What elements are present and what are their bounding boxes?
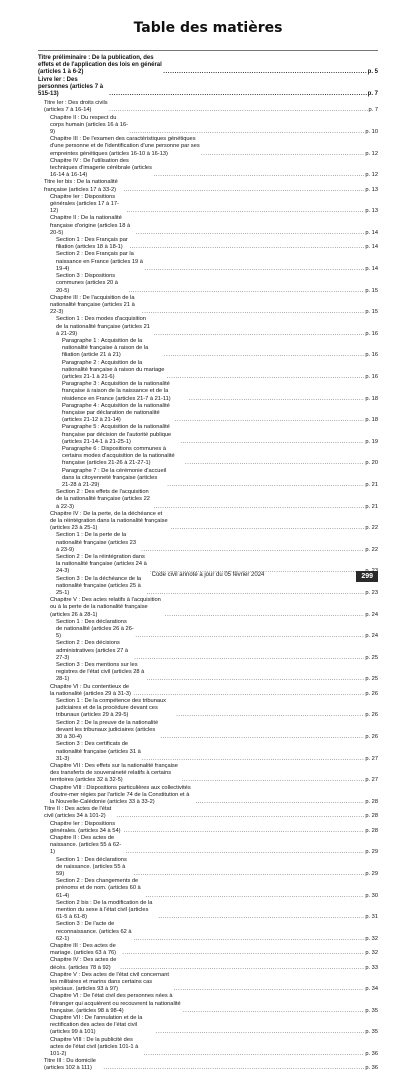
toc-entry-title: Section 1 : Des Français par filiation (articles 18 à 18-1) [56, 237, 128, 251]
toc-entry-page: p. 15 [365, 309, 378, 316]
toc-entry-title: Chapitre Ier : Dispositions générales (articles 17 à 17-12) [50, 193, 119, 215]
toc-entry[interactable] [38, 273, 378, 295]
toc-entry-title: Section 2 : De la preuve de la nationalité devant les tribunaux judiciaires (articles 30 à 30-4) [56, 719, 159, 741]
toc-entry[interactable] [38, 446, 378, 468]
toc-entry-page: p. 27 [365, 755, 378, 762]
toc-entry[interactable] [38, 77, 378, 99]
toc-entry-title: Chapitre III : Des actes de mariage. (articles 63 à 76) [50, 942, 117, 957]
toc-leader-dots [135, 633, 364, 640]
toc-leader-dots [156, 1029, 364, 1036]
toc-leader-dots [165, 612, 364, 619]
toc-entry-page: p. 7 [368, 107, 378, 114]
toc-entry-page: p. 21 [365, 481, 378, 488]
toc-entry-page: p. 18 [365, 395, 378, 402]
toc-entry-title: Titre II : Des actes de l'état civil (articles 34 à 101-2) [44, 806, 112, 820]
page-number-badge: 299 [356, 571, 378, 582]
toc-entry-title: Section 2 : Des effets de l'acquisition de la nationalité française (articles 22 à 22-3) [56, 489, 150, 510]
toc-entry-title: Titre III : Du domicile (articles 102 à 111) [44, 1058, 96, 1072]
toc-leader-dots [147, 676, 365, 683]
toc-entry-title: Section 1 : Des modes d'acquisition de la nationalité française (articles 21 à 21-29) [56, 316, 150, 337]
title-divider [38, 50, 378, 51]
toc-entry[interactable] [38, 1058, 378, 1072]
toc-entry[interactable] [38, 489, 378, 511]
toc-entry[interactable] [38, 179, 378, 193]
toc-entry-page: p. 24 [365, 633, 378, 640]
toc-entry[interactable] [38, 237, 378, 251]
toc-entry[interactable] [38, 194, 378, 216]
toc-entry-title: Paragraphe 1 : Acquisition de la nationalité française à raison de la filiation (article 21 à 21) [62, 337, 149, 359]
toc-entry[interactable] [38, 741, 378, 763]
toc-entry-page: p. 28 [365, 813, 378, 820]
toc-entry-page: p. 35 [365, 1029, 378, 1036]
toc-entry-title: Chapitre Ier : Dispositions générales. (articles 34 à 54) [50, 820, 121, 834]
toc-entry[interactable] [38, 511, 378, 533]
toc-leader-dots [136, 230, 365, 237]
toc-entry-page: p. 7 [367, 91, 378, 98]
toc-entry-title: Chapitre II : Des actes de naissance. (articles 55 à 62-1) [50, 834, 122, 856]
toc-entry-title: Section 1 : Des déclarations de nationalité (articles 26 à 26-5) [56, 618, 134, 640]
toc-leader-dots [126, 849, 365, 856]
toc-leader-dots [146, 893, 365, 900]
toc-entry-title: Chapitre IV : Des actes de décès. (articles 78 à 92) [50, 957, 117, 971]
toc-leader-dots [130, 244, 365, 251]
toc-entry[interactable] [38, 158, 378, 180]
toc-entry[interactable] [38, 993, 378, 1015]
toc-leader-dots [201, 151, 364, 158]
toc-entry[interactable] [38, 295, 378, 317]
toc-entry-page: p. 32 [365, 950, 378, 957]
toc-leader-dots [154, 172, 365, 179]
page-title: Table des matières [133, 20, 283, 36]
toc-entry[interactable] [38, 698, 378, 720]
toc-leader-dots [123, 187, 364, 194]
toc-entry[interactable] [38, 360, 378, 382]
toc-entry[interactable] [38, 597, 378, 619]
toc-entry-page: p. 22 [365, 546, 378, 553]
toc-entry-title: Paragraphe 6 : Dispositions communes à certains modes d'acquisition de la nationalité française (articles 21-26 à 21-27-1) [62, 445, 175, 467]
toc-entry-title: Paragraphe 7 : De la cérémonie d'accueil dans la citoyenneté française (articles 21-28 à 21-29) [62, 467, 167, 488]
toc-entry-page: p. 36 [365, 1051, 378, 1058]
toc-entry-title: Chapitre VI : Du contentieux de la nationalité (articles 29 à 31-3) [50, 683, 131, 697]
toc-leader-dots [180, 439, 364, 446]
toc-entry-page: p. 14 [365, 244, 378, 251]
toc-entry-page: p. 23 [365, 590, 378, 597]
toc-entry-page: p. 32 [365, 935, 378, 942]
toc-leader-dots [175, 417, 365, 424]
toc-leader-dots [167, 374, 365, 381]
toc-leader-dots [142, 309, 364, 316]
toc-leader-dots [171, 525, 365, 532]
toc-entry-title: Paragraphe 5 : Acquisition de la nationalité française par décision de l'autorité publique (articles 21-14-1 à 21-25-1) [62, 424, 172, 445]
toc-entry[interactable] [38, 972, 378, 994]
toc-leader-dots [195, 799, 364, 806]
toc-entry-page: p. 22 [365, 525, 378, 532]
toc-entry-page: p. 30 [365, 892, 378, 899]
toc-entry[interactable] [38, 640, 378, 662]
toc-entry-page: p. 24 [365, 611, 378, 618]
toc-entry-page: p. 10 [365, 129, 378, 136]
toc-entry-title: Chapitre III : De l'acquisition de la nationalité française (articles 21 à 22-3) [50, 294, 135, 316]
toc-entry-page: p. 16 [365, 330, 378, 337]
toc-entry-title: Chapitre VIII : Dispositions particulières aux collectivités d'outre-mer régies par l'article 74 de la Constitution et à la Nouvelle-Calédonie (articles 33 à 33-2) [50, 784, 191, 805]
toc-entry-title: Section 1 : Des déclarations de naissance. (articles 55 à 59) [56, 856, 127, 877]
toc-entry[interactable] [38, 943, 378, 957]
toc-leader-dots [174, 986, 365, 993]
toc-entry-title: Section 2 bis : De la modification de la mention du sexe à l'état civil (articles 61-5 à 61-8) [56, 899, 153, 921]
toc-entry-title: Chapitre II : Du respect du corps humain (articles 16 à 16-9) [50, 114, 129, 136]
toc-leader-dots [183, 1008, 364, 1015]
toc-entry-page: p. 12 [365, 172, 378, 179]
toc-leader-dots [124, 828, 365, 835]
toc-entry[interactable] [38, 1015, 378, 1037]
toc-entry[interactable] [38, 806, 378, 820]
toc-entry[interactable] [38, 684, 378, 698]
toc-entry-title: Section 2 : Des décisions administratives (articles 27 à 27-3) [56, 640, 129, 661]
toc-entry-page: p. 19 [365, 438, 378, 445]
toc-entry-title: Titre préliminaire : De la publication, des effets et de l'application des lois en général (articles 1 à 6-2) [38, 55, 162, 76]
toc-entry-page: p. 13 [365, 208, 378, 215]
toc-entry[interactable] [38, 215, 378, 237]
toc-entry-page: p. 31 [365, 914, 378, 921]
toc-entry-title: Section 3 : Des mentions sur les registres de l'état civil (articles 28 à 28-1) [56, 662, 145, 683]
toc-entry[interactable] [38, 338, 378, 360]
toc-entry[interactable] [38, 720, 378, 742]
toc-entry[interactable] [38, 835, 378, 857]
toc-entry[interactable] [38, 115, 378, 137]
toc-leader-dots [176, 712, 364, 719]
toc-entry-page: p. 13 [365, 186, 378, 193]
toc-entry-page: p. 29 [365, 870, 378, 877]
toc-entry-title: Chapitre VII : De l'annulation et de la rectification des actes de l'état civil (articles 99 à 101) [50, 1015, 143, 1036]
toc-entry-title: Chapitre VI : De l'état civil des personnes nées à l'étranger qui acquièrent ou recouvrent la nationalité française. (articles 98 à 98-4) [50, 993, 181, 1014]
footer-text: Code civil annoté à jour du 05 février 2024 [151, 572, 265, 578]
toc-entry[interactable] [38, 316, 378, 338]
toc-entry-page: p. 20 [365, 460, 378, 467]
toc-leader-dots [109, 91, 366, 98]
toc-entry[interactable] [38, 921, 378, 943]
toc-entry-page: p. 26 [365, 690, 378, 697]
toc-entry-title: Section 3 : De l'acte de reconnaissance. (articles 62 à 62-1) [56, 921, 132, 942]
toc-leader-dots [146, 590, 364, 597]
toc-leader-dots [122, 950, 364, 957]
toc-entry-title: Paragraphe 3 : Acquisition de la nationalité française à raison de la naissance et de la résidence en France (articles 21-7 à 21-11) [62, 381, 171, 402]
toc-leader-dots [120, 965, 364, 972]
toc-entry-title: Section 2 : Des changements de prénoms et de nom. (articles 60 à 61-4) [56, 878, 141, 899]
toc-leader-dots [129, 129, 364, 136]
toc-entry-title: Chapitre II : De la nationalité française d'origine (articles 18 à 20-5) [50, 215, 131, 236]
toc-entry-title: Chapitre IV : De l'utilisation des techniques d'imagerie cérébrale (articles 16-14 à 16-14) [50, 157, 152, 179]
toc-entry[interactable] [38, 878, 378, 900]
toc-entry-title: Livre Ier : Des personnes (articles 7 à 515-13) [38, 76, 104, 98]
toc-entry-title: Section 1 : De la compétence des tribunaux judiciaires et de la procédure devant ces tribunaux (articles 29 à 29-5) [56, 698, 167, 719]
toc-leader-dots [116, 813, 364, 820]
toc-entry-page: p. 5 [367, 69, 378, 76]
toc-entry[interactable] [38, 403, 378, 425]
toc-leader-dots [154, 331, 365, 338]
toc-leader-dots [167, 482, 364, 489]
toc-entry-title: Chapitre VIII : De la publicité des actes de l'état civil (articles 101-1 à 101-2) [50, 1036, 139, 1058]
toc-leader-dots [145, 266, 365, 273]
toc-entry[interactable] [38, 468, 378, 490]
toc-entry[interactable] [38, 576, 378, 598]
toc-leader-dots [109, 107, 367, 114]
toc-entry-title: Section 3 : Dispositions communes (articles 20 à 20-5) [56, 273, 118, 294]
toc-entry[interactable] [38, 251, 378, 273]
toc-entry-title: Section 2 : De la réintégration dans la nationalité française (articles 24 à 24-3) [56, 554, 147, 575]
toc-entry-title: Chapitre IV : De la perte, de la déchéance et de la réintégration dans la nationalité française (articles 23 à 25-1) [50, 510, 168, 532]
toc-leader-dots [154, 504, 365, 511]
toc-entry[interactable] [38, 100, 378, 114]
toc-leader-dots [161, 734, 365, 741]
toc-entry-title: Section 3 : Des certificats de nationalité française (articles 31 à 31-3) [56, 741, 141, 762]
toc-entry-page: p. 16 [365, 373, 378, 380]
toc-entry-page: p. 15 [365, 287, 378, 294]
toc-leader-dots [158, 914, 364, 921]
toc-leader-dots [103, 1065, 364, 1072]
toc-entry-page: p. 16 [365, 352, 378, 359]
toc-entry[interactable] [38, 619, 378, 641]
toc-entry-title: Section 2 : Des Français par la naissance en France (articles 19 à 19-4) [56, 251, 143, 272]
toc-entry-title: Chapitre V : Des actes de l'état civil concernant les militaires et marins dans certains cas spéciaux. (articles 93 à 97) [50, 971, 170, 993]
toc-entry-page: p. 27 [365, 777, 378, 784]
toc-entry[interactable] [38, 900, 378, 922]
toc-entry-page: p. 14 [365, 229, 378, 236]
toc-leader-dots [134, 936, 365, 943]
toc-entry[interactable] [38, 821, 378, 835]
toc-entry-page: p. 21 [365, 503, 378, 510]
toc-entry-title: Paragraphe 4 : Acquisition de la nationalité française par déclaration de nationalité (articles 21-12 à 21-14) [62, 402, 170, 424]
toc-leader-dots [142, 756, 364, 763]
toc-entry-title: Section 3 : De la déchéance de la nationalité française (articles 25 à 25-1) [56, 575, 142, 597]
toc-entry[interactable] [38, 1037, 378, 1059]
toc-entry[interactable] [38, 785, 378, 807]
toc-entry[interactable] [38, 763, 378, 785]
toc-entry[interactable] [38, 424, 378, 446]
toc-entry[interactable] [38, 136, 378, 158]
toc-entry[interactable] [38, 957, 378, 971]
toc-leader-dots [126, 208, 364, 215]
toc-entry-page: p. 36 [365, 1065, 378, 1072]
toc-entry-title: Chapitre III : De l'examen des caractéristiques génétiques d'une personne et de l'identification d'une personne par ses empreintes génétiques (articles 16-10 à 16-13) [50, 136, 200, 157]
toc-entry-page: p. 28 [365, 798, 378, 805]
toc-entry[interactable] [38, 381, 378, 403]
toc-entry-page: p. 25 [365, 676, 378, 683]
toc-leader-dots [163, 69, 366, 76]
toc-leader-dots [189, 396, 364, 403]
toc-leader-dots [133, 691, 364, 698]
toc-entry-title: Titre Ier : Des droits civils (articles 7 à 16-14) [44, 100, 108, 114]
toc-entry-title: Paragraphe 2 : Acquisition de la nationalité française à raison du mariage (articles 21-1 à 21-6) [62, 359, 165, 380]
toc-leader-dots [144, 1051, 365, 1058]
toc-entry-page: p. 12 [365, 150, 378, 157]
toc-entry-page: p. 18 [365, 417, 378, 424]
toc-leader-dots [185, 460, 364, 467]
toc-entry-page: p. 34 [365, 986, 378, 993]
toc-entry-page: p. 33 [365, 964, 378, 971]
toc-entry-title: Section 1 : De la perte de la nationalité française (articles 23 à 23-9) [56, 532, 136, 553]
toc-leader-dots [182, 777, 365, 784]
toc-entry-page: p. 14 [365, 265, 378, 272]
toc-entry[interactable] [38, 857, 378, 879]
toc-leader-dots [164, 352, 364, 359]
toc-entry-title: Titre Ier bis : De la nationalité française (articles 17 à 33-2) [44, 179, 118, 193]
toc-entry[interactable] [38, 55, 378, 77]
toc-entry-page: p. 25 [365, 654, 378, 661]
toc-leader-dots [141, 547, 364, 554]
table-of-contents [38, 55, 378, 1073]
toc-leader-dots [134, 655, 364, 662]
toc-entry-page: p. 35 [365, 1007, 378, 1014]
toc-leader-dots [134, 871, 364, 878]
toc-entry-page: p. 26 [365, 734, 378, 741]
toc-entry-title: Chapitre V : Des actes relatifs à l'acquisition ou à la perte de la nationalité française (articles 26 à 28-1) [50, 597, 161, 618]
toc-entry[interactable] [38, 662, 378, 684]
toc-entry-page: p. 26 [365, 712, 378, 719]
toc-entry[interactable] [38, 532, 378, 554]
toc-entry-title: Chapitre VII : Des effets sur la nationalité française des transferts de souveraineté relatifs à certains territoires (articles 32 à 32-5) [50, 762, 178, 784]
toc-entry-page: p. 29 [365, 849, 378, 856]
toc-leader-dots [129, 288, 365, 295]
toc-entry-page: p. 28 [365, 827, 378, 834]
